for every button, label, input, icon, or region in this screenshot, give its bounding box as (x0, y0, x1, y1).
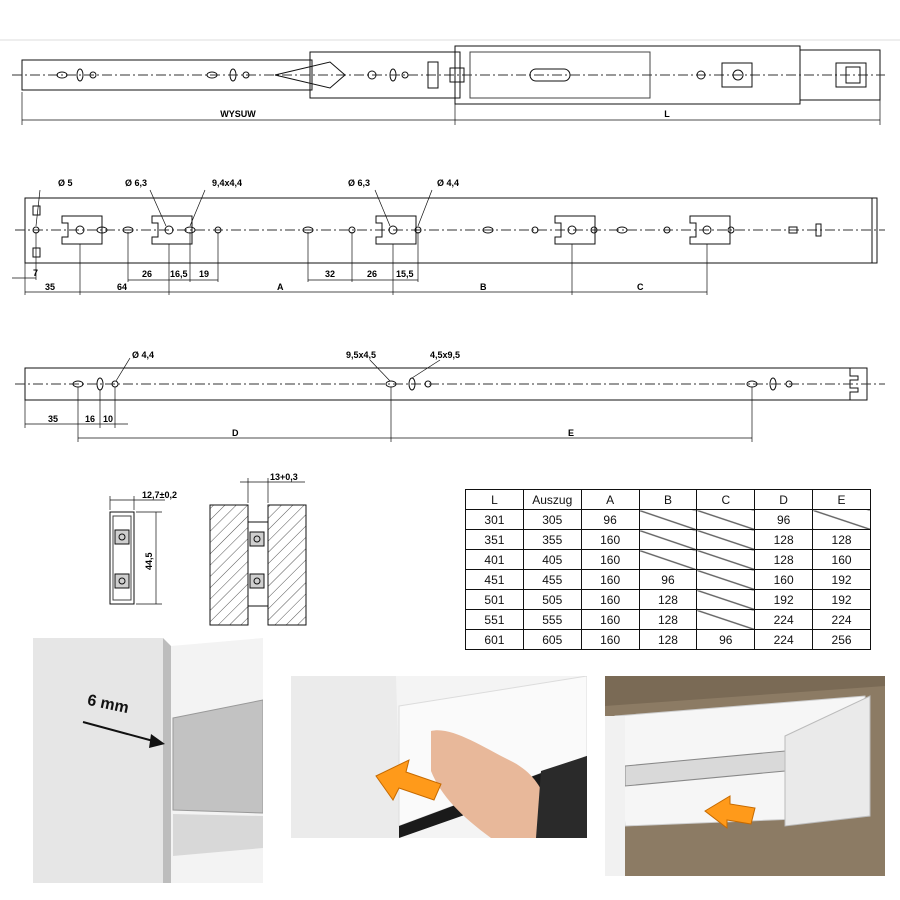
cell-e: 256 (813, 630, 871, 650)
cell-c (697, 530, 755, 550)
label-length: L (664, 109, 670, 119)
dim-profile-height: 44,5 (144, 552, 154, 570)
dim-hole-4-4: Ø 4,4 (437, 178, 460, 188)
cell-d: 192 (755, 590, 813, 610)
cell-c (697, 570, 755, 590)
rail-extended (12, 46, 885, 125)
gap-illustration (33, 638, 263, 883)
cell-l: 551 (466, 610, 524, 630)
cell-c: 96 (697, 630, 755, 650)
cell-l: 301 (466, 510, 524, 530)
profile-single (110, 496, 165, 604)
dim-e: E (568, 428, 575, 438)
cell-b: 128 (639, 610, 697, 630)
cell-a: 160 (581, 630, 639, 650)
cell-d: 128 (755, 530, 813, 550)
dim-35: 35 (45, 282, 56, 292)
cell-auszug: 505 (523, 590, 581, 610)
label-extension: WYSUW (220, 109, 256, 119)
dim-bottom-16: 16 (85, 414, 96, 424)
cell-l: 451 (466, 570, 524, 590)
rail-drawer-member (12, 190, 885, 295)
cell-auszug: 455 (523, 570, 581, 590)
gap-label: 6 mm (85, 691, 131, 718)
cell-e (813, 510, 871, 530)
dim-26-b: 26 (367, 269, 378, 279)
cell-e: 192 (813, 570, 871, 590)
cell-auszug: 355 (523, 530, 581, 550)
dim-32: 32 (325, 269, 336, 279)
cell-auszug: 405 (523, 550, 581, 570)
cell-l: 351 (466, 530, 524, 550)
cell-e: 128 (813, 530, 871, 550)
cell-a: 160 (581, 570, 639, 590)
cell-l: 601 (466, 630, 524, 650)
push-illustration (291, 676, 587, 838)
cell-d: 96 (755, 510, 813, 530)
cell-l: 501 (466, 590, 524, 610)
rail-cabinet-member (15, 358, 885, 442)
cell-b (639, 530, 697, 550)
cell-d: 224 (755, 630, 813, 650)
header-c: C (697, 490, 755, 510)
dim-c: C (637, 282, 644, 292)
dim-64: 64 (117, 282, 128, 292)
dim-d: D (232, 428, 239, 438)
drawer-illustration (605, 676, 885, 876)
cell-b: 96 (639, 570, 697, 590)
cell-b: 128 (639, 630, 697, 650)
header-b: B (639, 490, 697, 510)
table-row (466, 570, 871, 590)
cell-a: 160 (581, 610, 639, 630)
cell-c (697, 550, 755, 570)
cell-d: 224 (755, 610, 813, 630)
table-body (466, 510, 871, 650)
dim-a: A (277, 282, 284, 292)
cell-a: 160 (581, 530, 639, 550)
cell-l: 401 (466, 550, 524, 570)
dim-hole-6-3-b: Ø 6,3 (348, 178, 371, 188)
cell-a: 96 (581, 510, 639, 530)
cell-b: 128 (639, 590, 697, 610)
dim-slot-9-5: 9,5x4,5 (346, 350, 377, 360)
header-l: L (466, 490, 524, 510)
cell-auszug: 555 (523, 610, 581, 630)
profile-mounted (210, 478, 306, 625)
header-e: E (813, 490, 871, 510)
spec-table (465, 489, 871, 650)
header-d: D (755, 490, 813, 510)
dim-16-5: 16,5 (170, 269, 188, 279)
cell-auszug: 305 (523, 510, 581, 530)
dim-26-a: 26 (142, 269, 153, 279)
dim-bottom-hole-4-4: Ø 4,4 (132, 350, 155, 360)
dim-profile-gap: 13+0,3 (270, 472, 298, 482)
cell-c (697, 610, 755, 630)
dim-slot-4-5: 4,5x9,5 (430, 350, 461, 360)
dim-bottom-35: 35 (48, 414, 59, 424)
cell-e: 160 (813, 550, 871, 570)
table-row (466, 510, 871, 530)
header-auszug: Auszug (523, 490, 581, 510)
cell-b (639, 550, 697, 570)
cell-c (697, 590, 755, 610)
table-row (466, 590, 871, 610)
cell-b (639, 510, 697, 530)
cell-auszug: 605 (523, 630, 581, 650)
dim-b: B (480, 282, 487, 292)
dim-15-5: 15,5 (396, 269, 414, 279)
table-header-row (466, 490, 871, 510)
cell-d: 128 (755, 550, 813, 570)
table-row (466, 630, 871, 650)
cell-a: 160 (581, 590, 639, 610)
cell-c (697, 510, 755, 530)
photo-open-drawer (605, 676, 885, 876)
dim-hole-6-3-a: Ø 6,3 (125, 178, 148, 188)
dim-19: 19 (199, 269, 210, 279)
dim-7: 7 (33, 268, 39, 278)
dim-hole-5: Ø 5 (58, 178, 73, 188)
photo-push-to-open (291, 676, 587, 838)
dim-slot-9-4: 9,4x4,4 (212, 178, 243, 188)
cell-e: 192 (813, 590, 871, 610)
photo-drawer-gap (33, 638, 263, 883)
table-row (466, 610, 871, 630)
dim-profile-width: 12,7±0,2 (142, 490, 177, 500)
header-a: A (581, 490, 639, 510)
table-row (466, 530, 871, 550)
cell-e: 224 (813, 610, 871, 630)
dim-bottom-10: 10 (103, 414, 114, 424)
profile-drawing (90, 470, 410, 630)
cell-a: 160 (581, 550, 639, 570)
cell-d: 160 (755, 570, 813, 590)
table-row (466, 550, 871, 570)
